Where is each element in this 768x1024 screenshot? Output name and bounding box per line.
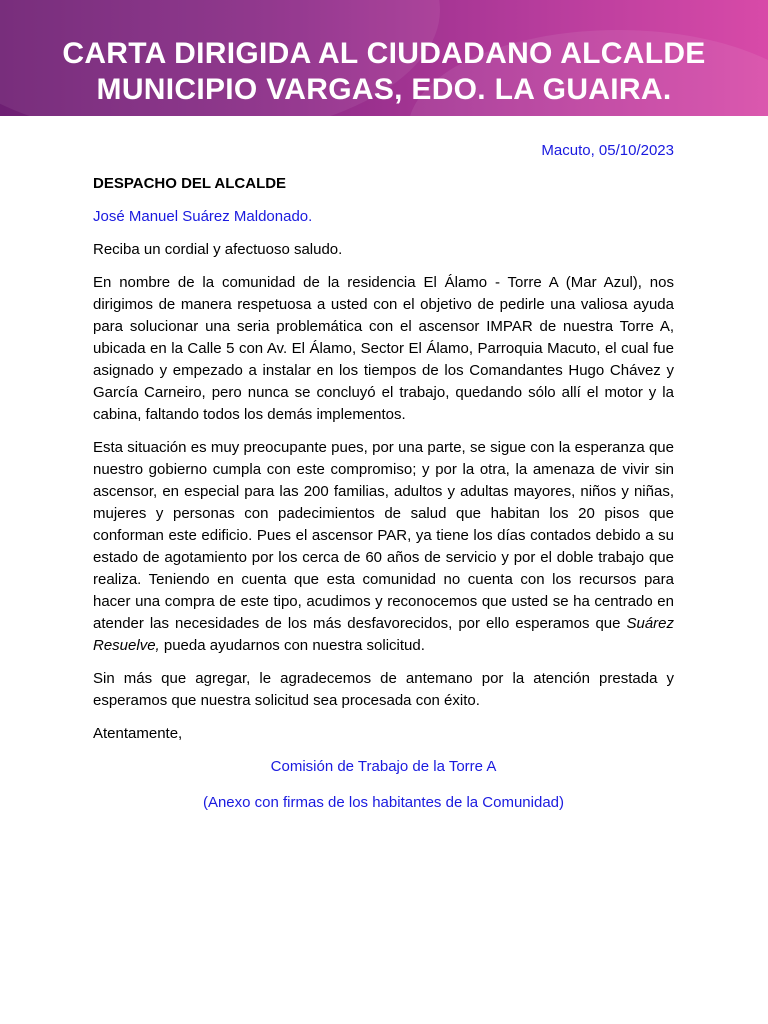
paragraph-3: Sin más que agregar, le agradecemos de antemano por la atención prestada y esperamos que nuestra solicitud sea procesada con éxito. — [93, 670, 674, 709]
office-heading: DESPACHO DEL ALCALDE — [93, 175, 287, 192]
letter-title — [0, 36, 768, 108]
greeting: Reciba un cordial y afectuoso saludo. — [93, 241, 343, 258]
letter-date: Macuto, 05/10/2023 — [541, 142, 674, 159]
paragraph-2-end: pueda ayudarnos con nuestra solicitud. — [159, 637, 425, 654]
paragraph-2-italic: Suárez Resuelve, — [93, 615, 674, 654]
paragraph-2 — [93, 437, 674, 657]
paragraph-2-main: Esta situación es muy preocupante pues, por una parte, se sigue con la esperanza que nuestro gobierno cumpla con este compromiso; y por la otra, la amenaza de vivir sin ascensor, en especial para las 200 familias, adultos y adultas mayores, niños y niñas, mujeres y personas con padecimientos de salud que habitan los 20 pisos que conforman este edificio. Pues el ascensor PAR, ya tiene los días contados debido a su estado de agotamiento por los cerca de 60 años de servicio y por el doble trabajo que realiza. Teniendo en cuenta que esta comunidad no cuenta con los recursos para hacer una compra de este tipo, acudimos y reconocemos que usted se ha centrado en atender las necesidades de los más desfavorecidos, por ello esperamos que — [93, 439, 674, 632]
annex-note: (Anexo con firmas de los habitantes de la Comunidad) — [202, 794, 565, 811]
paragraph-1: En nombre de la comunidad de la residencia El Álamo - Torre A (Mar Azul), nos dirigimos de manera respetuosa a usted con el objetivo de pedirle una valiosa ayuda para solucionar una seria problemática con el ascensor IMPAR de nuestra Torre A, ubicada en la Calle 5 con Av. El Álamo, Sector El Álamo, Parroquia Macuto, el cual fue asignado y empezado a instalar en los tiempos de los Comandantes Hugo Chávez y García Carneiro, pero nunca se concluyó el trabajo, quedando sólo allí el motor y la cabina, faltando todos los demás implementos. — [93, 274, 674, 423]
header-banner — [0, 0, 768, 116]
title-line-1: CARTA DIRIGIDA AL CIUDADANO ALCALDE — [62, 37, 706, 70]
closing: Atentamente, — [93, 725, 183, 742]
letter-body — [93, 140, 674, 828]
signature: Comisión de Trabajo de la Torre A — [270, 758, 497, 775]
title-line-2: MUNICIPIO VARGAS, EDO. LA GUAIRA. — [96, 73, 672, 106]
addressee-name: José Manuel Suárez Maldonado. — [93, 208, 313, 225]
